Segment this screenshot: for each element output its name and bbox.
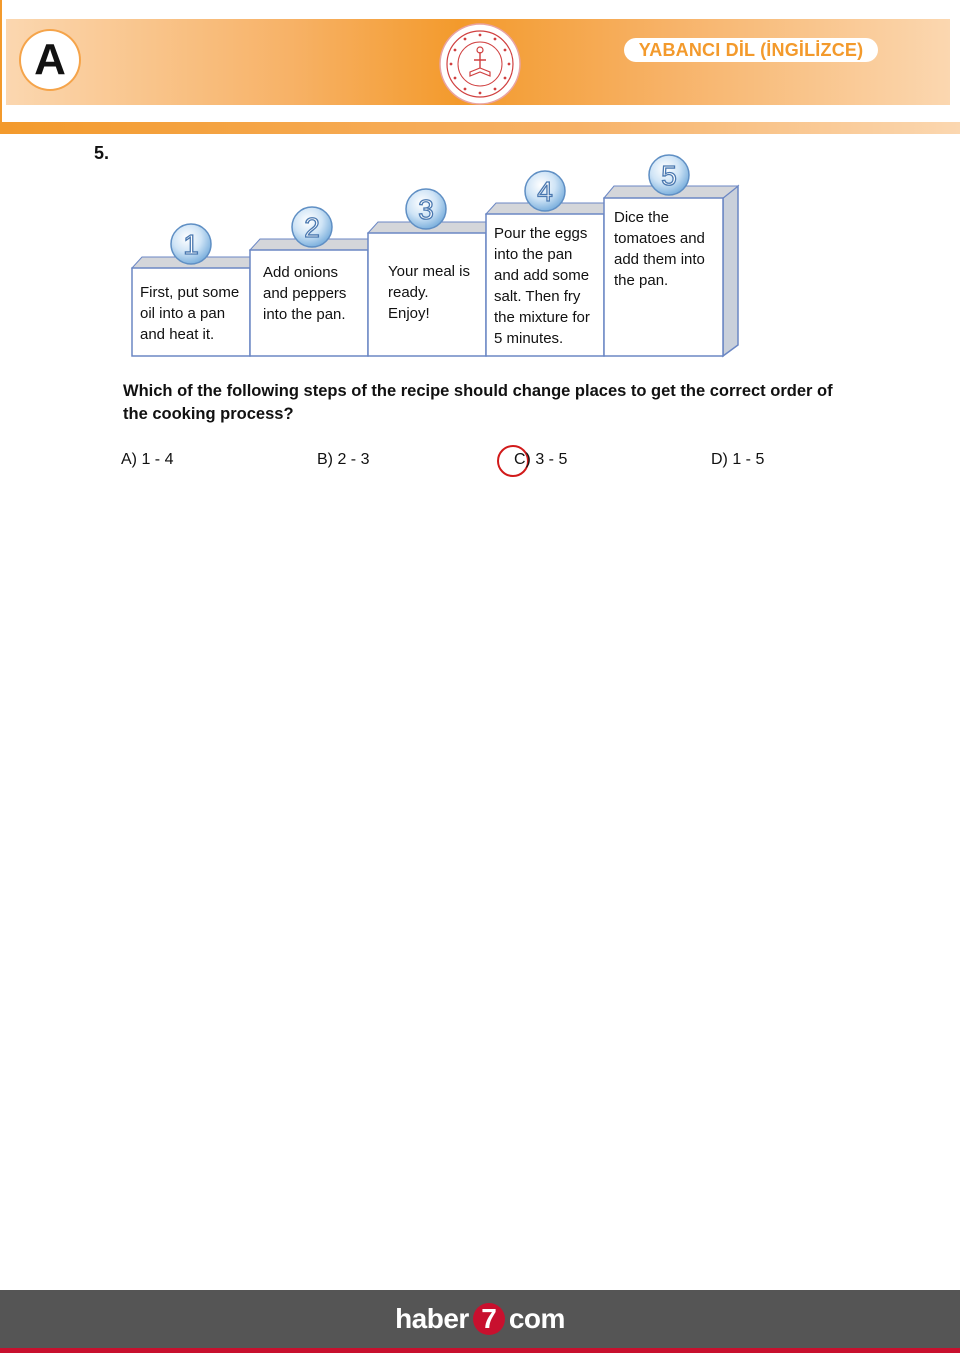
header-frame	[0, 0, 2, 122]
step-3-text: Your meal is ready. Enjoy!	[388, 263, 470, 322]
step-number-5: 5	[661, 160, 677, 191]
ministry-seal-icon	[438, 22, 522, 106]
step-number-4: 4	[537, 176, 553, 207]
option-c[interactable]: C) 3 - 5	[514, 451, 568, 468]
step-1-text: First, put some oil into a pan and heat it.	[140, 284, 240, 343]
header	[0, 0, 960, 135]
step-number-2: 2	[304, 212, 320, 243]
step-number-3: 3	[418, 194, 434, 225]
logo-word-right: com	[508, 1303, 565, 1334]
footer-red-strip	[0, 1348, 960, 1353]
logo-word-left: haber	[395, 1303, 469, 1334]
option-d[interactable]: D) 1 - 5	[711, 451, 765, 468]
step-4-text: Pour the eggs into the pan and add some salt. Then fry the mixture for 5 minutes.	[494, 225, 590, 347]
booklet-badge: A	[21, 31, 79, 89]
block-side	[723, 186, 738, 356]
option-a[interactable]: A) 1 - 4	[121, 451, 174, 468]
step-number-1: 1	[183, 229, 199, 260]
haber7-logo[interactable]	[395, 1303, 565, 1335]
footer	[0, 1290, 960, 1348]
step-2-text: Add onions and peppers into the pan.	[263, 264, 347, 323]
question-text: Which of the following steps of the recipe should change places to get the correct order of the cooking process?	[123, 382, 833, 423]
step-5-text: Dice the tomatoes and add them into the pan.	[614, 209, 705, 289]
subject-title: YABANCI DİL (İNGİLİZCE)	[624, 38, 878, 62]
recipe-steps	[128, 150, 748, 365]
logo-seven-badge: 7	[473, 1303, 505, 1335]
header-bottom-strip	[0, 122, 960, 134]
option-b[interactable]: B) 2 - 3	[317, 451, 370, 468]
question-number: 5.	[94, 143, 110, 163]
